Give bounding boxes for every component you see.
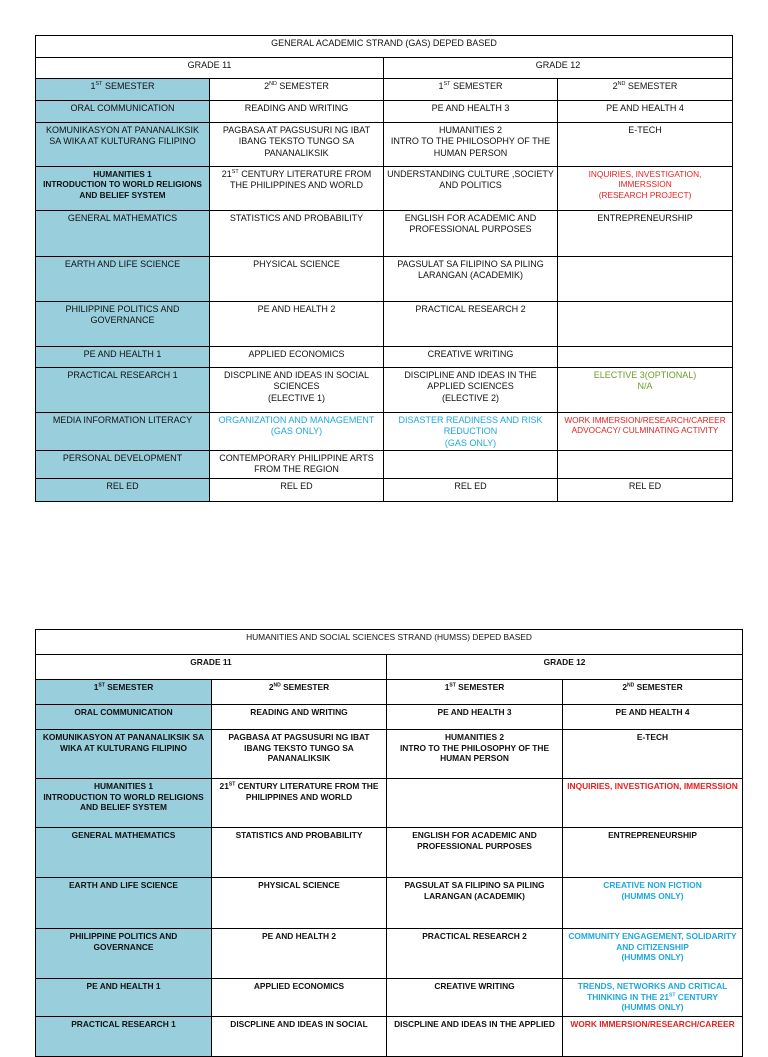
subject-cell: TRENDS, NETWORKS AND CRITICAL THINKING IN THE 21ST CENTURY (HUMMS ONLY)	[563, 979, 743, 1017]
subject-cell: PAGSULAT SA FILIPINO SA PILING LARANGAN (ACADEMIK)	[387, 878, 563, 929]
table-row	[36, 167, 733, 211]
subject-cell: READING AND WRITING	[210, 101, 384, 123]
subject-cell: WORK IMMERSION/RESEARCH/CAREER	[563, 1017, 743, 1057]
subject-cell: PHILIPPINE POLITICS AND GOVERNANCE	[36, 302, 210, 347]
subject-cell: CREATIVE WRITING	[384, 347, 558, 368]
subject-cell	[387, 779, 563, 828]
table-row	[36, 479, 733, 502]
subject-cell: HUMANITIES 1 INTRODUCTION TO WORLD RELIGIONS AND BELIEF SYSTEM	[36, 167, 210, 211]
subject-cell	[558, 347, 733, 368]
subject-cell: ORGANIZATION AND MANAGEMENT (GAS ONLY)	[210, 413, 384, 451]
subject-cell: KOMUNIKASYON AT PANANALIKSIK SA WIKA AT KULTURANG FILIPINO	[36, 730, 212, 779]
table-row	[36, 257, 733, 302]
subject-cell: HUMANITIES 1 INTRODUCTION TO WORLD RELIGIONS AND BELIEF SYSTEM	[36, 779, 212, 828]
table-row	[36, 451, 733, 479]
table-row	[36, 123, 733, 167]
subject-cell: DISCPLINE AND IDEAS IN SOCIAL	[212, 1017, 387, 1057]
subject-cell: PAGBASA AT PAGSUSURI NG IBAT IBANG TEKSTO TUNGO SA PANANALIKSIK	[212, 730, 387, 779]
subject-cell: E-TECH	[558, 123, 733, 167]
subject-cell: ENTREPRENEURSHIP	[558, 211, 733, 257]
subject-cell: PRACTICAL RESEARCH 2	[384, 302, 558, 347]
gas-grade-12-header: GRADE 12	[384, 58, 733, 79]
subject-cell: PHYSICAL SCIENCE	[212, 878, 387, 929]
subject-cell: INQUIRIES, INVESTIGATION, IMMERSSION (RESEARCH PROJECT)	[558, 167, 733, 211]
subject-cell: UNDERSTANDING CULTURE ,SOCIETY AND POLITICS	[384, 167, 558, 211]
table-row	[36, 878, 743, 929]
gas-grade-11-header: GRADE 11	[36, 58, 384, 79]
subject-cell: PAGSULAT SA FILIPINO SA PILING LARANGAN (ACADEMIK)	[384, 257, 558, 302]
subject-cell: E-TECH	[563, 730, 743, 779]
gas-table-title: GENERAL ACADEMIC STRAND (GAS) DEPED BASED	[36, 36, 733, 58]
humss-grade-12-header: GRADE 12	[387, 655, 743, 680]
table-row	[36, 101, 733, 123]
table-row	[36, 730, 743, 779]
subject-cell: PE AND HEALTH 4	[563, 705, 743, 730]
subject-cell: PE AND HEALTH 1	[36, 979, 212, 1017]
subject-cell: PE AND HEALTH 2	[210, 302, 384, 347]
gas-curriculum-table	[35, 35, 733, 502]
humss-table-title: HUMANITIES AND SOCIAL SCIENCES STRAND (HUMSS) DEPED BASED	[36, 630, 743, 655]
subject-cell: PE AND HEALTH 4	[558, 101, 733, 123]
gas-semester-header: 1ST SEMESTER	[384, 79, 558, 101]
subject-cell: HUMANITIES 2 INTRO TO THE PHILOSOPHY OF THE HUMAN PERSON	[387, 730, 563, 779]
subject-cell: PE AND HEALTH 3	[384, 101, 558, 123]
subject-cell: DISCPLINE AND IDEAS IN THE APPLIED	[387, 1017, 563, 1057]
gas-semester-header: 2ND SEMESTER	[558, 79, 733, 101]
subject-cell: PE AND HEALTH 1	[36, 347, 210, 368]
subject-cell: KOMUNIKASYON AT PANANALIKSIK SA WIKA AT KULTURANG FILIPINO	[36, 123, 210, 167]
subject-cell: ENTREPRENEURSHIP	[563, 828, 743, 878]
subject-cell: PRACTICAL RESEARCH 1	[36, 1017, 212, 1057]
subject-cell	[558, 302, 733, 347]
subject-cell: REL ED	[558, 479, 733, 502]
subject-cell: EARTH AND LIFE SCIENCE	[36, 878, 212, 929]
subject-cell: STATISTICS AND PROBABILITY	[210, 211, 384, 257]
subject-cell: PHILIPPINE POLITICS AND GOVERNANCE	[36, 929, 212, 979]
subject-cell: CONTEMPORARY PHILIPPINE ARTS FROM THE REGION	[210, 451, 384, 479]
subject-cell: REL ED	[210, 479, 384, 502]
subject-cell: MEDIA INFORMATION LITERACY	[36, 413, 210, 451]
subject-cell: REL ED	[384, 479, 558, 502]
subject-cell: ORAL COMMUNICATION	[36, 101, 210, 123]
subject-cell: PERSONAL DEVELOPMENT	[36, 451, 210, 479]
subject-cell: DISASTER READINESS AND RISK REDUCTION (GAS ONLY)	[384, 413, 558, 451]
subject-cell: DISCIPLINE AND IDEAS IN THE APPLIED SCIENCES (ELECTIVE 2)	[384, 368, 558, 413]
table-row	[36, 368, 733, 413]
subject-cell: INQUIRIES, INVESTIGATION, IMMERSSION	[563, 779, 743, 828]
subject-cell: APPLIED ECONOMICS	[210, 347, 384, 368]
subject-cell: GENERAL MATHEMATICS	[36, 211, 210, 257]
subject-cell: WORK IMMERSION/RESEARCH/CAREER ADVOCACY/ CULMINATING ACTIVITY	[558, 413, 733, 451]
table-row	[36, 302, 733, 347]
subject-cell: DISCPLINE AND IDEAS IN SOCIAL SCIENCES (ELECTIVE 1)	[210, 368, 384, 413]
subject-cell: 21ST CENTURY LITERATURE FROM THE PHILIPPINES AND WORLD	[212, 779, 387, 828]
table-row	[36, 979, 743, 1017]
subject-cell: PHYSICAL SCIENCE	[210, 257, 384, 302]
subject-cell: COMMUNITY ENGAGEMENT, SOLIDARITY AND CITIZENSHIP (HUMMS ONLY)	[563, 929, 743, 979]
table-row	[36, 211, 733, 257]
humss-semester-header: 1ST SEMESTER	[36, 680, 212, 705]
humss-grade-11-header: GRADE 11	[36, 655, 387, 680]
subject-cell: ENGLISH FOR ACADEMIC AND PROFESSIONAL PURPOSES	[387, 828, 563, 878]
table-row	[36, 828, 743, 878]
subject-cell: CREATIVE WRITING	[387, 979, 563, 1017]
subject-cell: CREATIVE NON FICTION (HUMMS ONLY)	[563, 878, 743, 929]
humss-semester-header: 2ND SEMESTER	[563, 680, 743, 705]
humss-semester-header: 2ND SEMESTER	[212, 680, 387, 705]
table-row	[36, 347, 733, 368]
table-row	[36, 779, 743, 828]
subject-cell: PRACTICAL RESEARCH 2	[387, 929, 563, 979]
subject-cell: PE AND HEALTH 2	[212, 929, 387, 979]
subject-cell: EARTH AND LIFE SCIENCE	[36, 257, 210, 302]
humss-semester-header: 1ST SEMESTER	[387, 680, 563, 705]
subject-cell: PRACTICAL RESEARCH 1	[36, 368, 210, 413]
subject-cell: PAGBASA AT PAGSUSURI NG IBAT IBANG TEKSTO TUNGO SA PANANALIKSIK	[210, 123, 384, 167]
subject-cell	[558, 451, 733, 479]
table-row	[36, 413, 733, 451]
subject-cell: GENERAL MATHEMATICS	[36, 828, 212, 878]
subject-cell	[558, 257, 733, 302]
table-row	[36, 705, 743, 730]
table-row	[36, 929, 743, 979]
subject-cell: STATISTICS AND PROBABILITY	[212, 828, 387, 878]
humss-curriculum-table	[35, 629, 743, 1057]
subject-cell: PE AND HEALTH 3	[387, 705, 563, 730]
subject-cell	[384, 451, 558, 479]
gas-semester-header: 2ND SEMESTER	[210, 79, 384, 101]
subject-cell: ORAL COMMUNICATION	[36, 705, 212, 730]
subject-cell: HUMANITIES 2 INTRO TO THE PHILOSOPHY OF THE HUMAN PERSON	[384, 123, 558, 167]
subject-cell: ELECTIVE 3(OPTIONAL) N/A	[558, 368, 733, 413]
table-row	[36, 1017, 743, 1057]
subject-cell: ENGLISH FOR ACADEMIC AND PROFESSIONAL PURPOSES	[384, 211, 558, 257]
subject-cell: APPLIED ECONOMICS	[212, 979, 387, 1017]
gas-semester-header: 1ST SEMESTER	[36, 79, 210, 101]
subject-cell: 21ST CENTURY LITERATURE FROM THE PHILIPPINES AND WORLD	[210, 167, 384, 211]
subject-cell: REL ED	[36, 479, 210, 502]
subject-cell: READING AND WRITING	[212, 705, 387, 730]
